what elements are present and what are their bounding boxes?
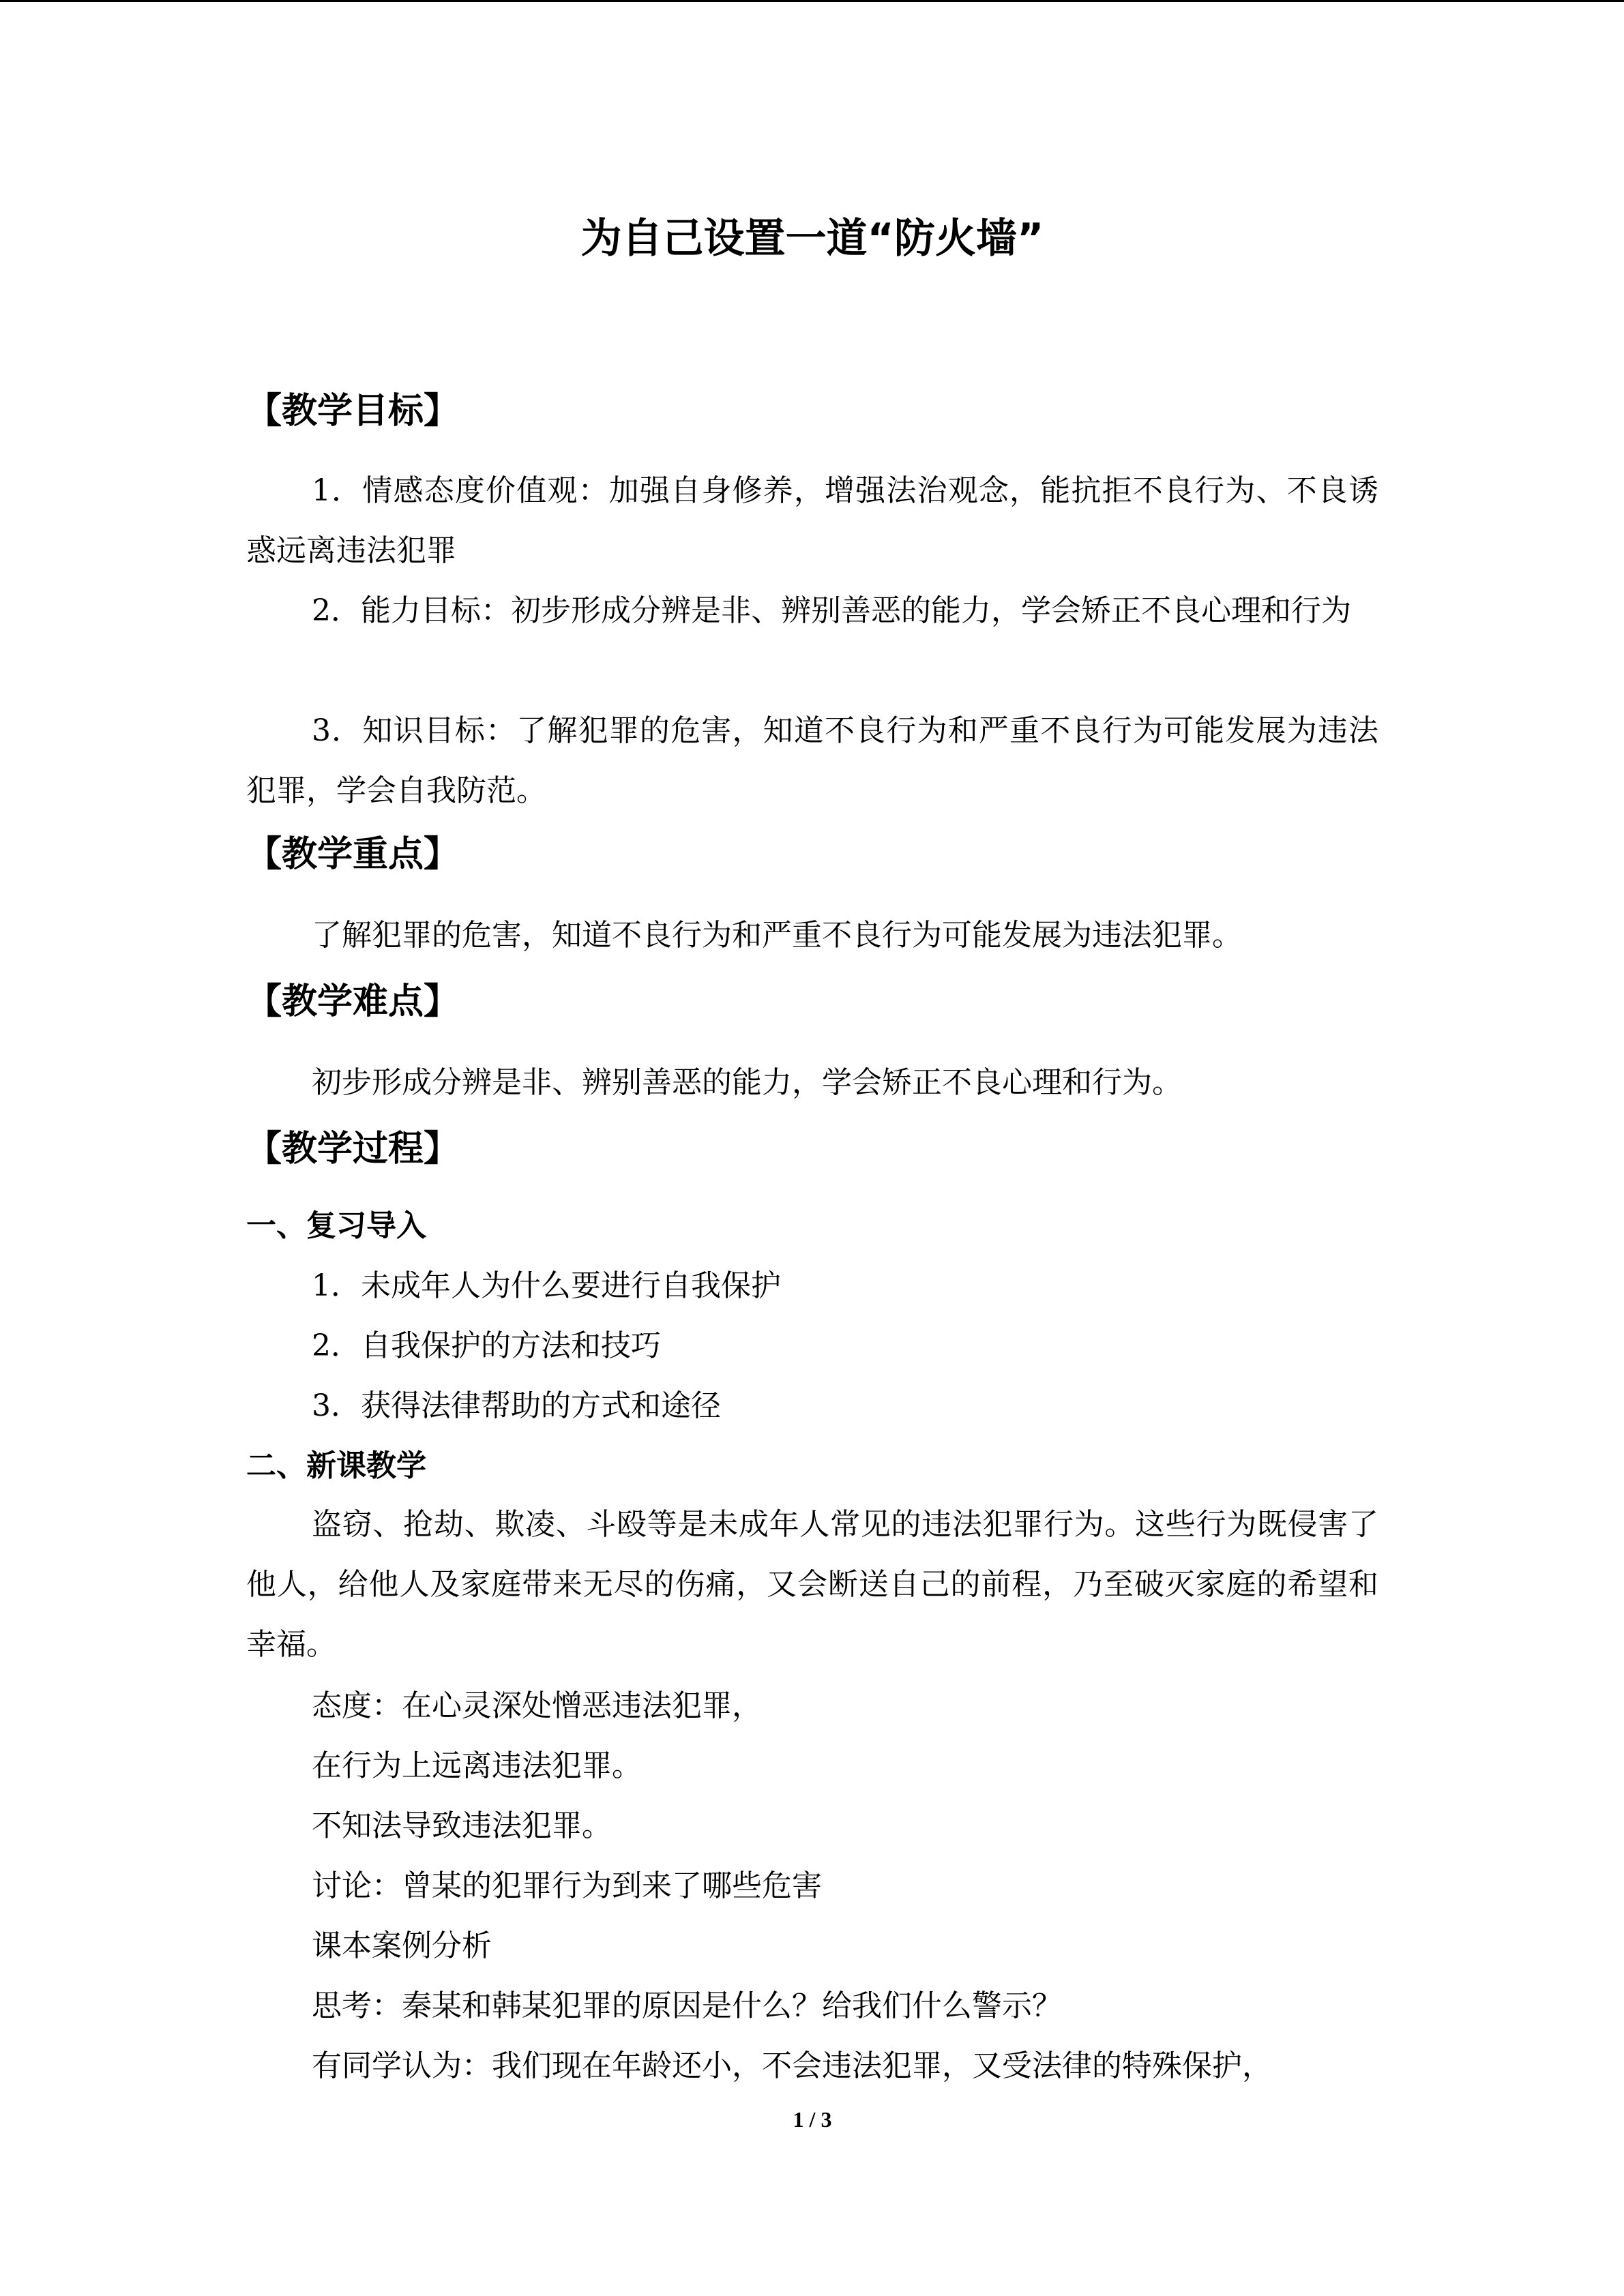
objective-item-2: 2．能力目标：初步形成分辨是非、辨别善恶的能力，学会矫正不良心理和行为 xyxy=(312,593,1351,628)
objective-item-3: 3．知识目标：了解犯罪的危害，知道不良行为和严重不良行为可能发展为违法犯罪，学会自我防范。 xyxy=(246,713,1378,808)
review-item-3: 3．获得法律帮助的方式和途径 xyxy=(312,1388,721,1423)
review-item-1: 1．未成年人为什么要进行自我保护 xyxy=(312,1268,781,1303)
objective-item-1: 1．情感态度价值观：加强自身修养，增强法治观念，能抗拒不良行为、不良诱惑远离违法犯罪 xyxy=(246,473,1378,568)
lesson-line-6: 思考：秦某和韩某犯罪的原因是什么？给我们什么警示？ xyxy=(312,1988,1062,2023)
key-points-text: 了解犯罪的危害，知道不良行为和严重不良行为可能发展为违法犯罪。 xyxy=(312,918,1242,953)
lesson-line-7: 有同学认为：我们现在年龄还小，不会违法犯罪，又受法律的特殊保护， xyxy=(312,2048,1272,2083)
top-border xyxy=(0,0,1624,2)
lesson-line-3: 不知法导致违法犯罪。 xyxy=(312,1808,612,1843)
difficulties-text: 初步形成分辨是非、辨别善恶的能力，学会矫正不良心理和行为。 xyxy=(312,1065,1182,1100)
lesson-line-5: 课本案例分析 xyxy=(312,1928,492,1963)
heading-difficulties: 【教学难点】 xyxy=(246,981,460,1022)
page-number: 1 / 3 xyxy=(793,2107,832,2132)
heading-key-points: 【教学重点】 xyxy=(246,834,460,875)
heading-process: 【教学过程】 xyxy=(246,1129,460,1169)
heading-objectives: 【教学目标】 xyxy=(246,391,460,432)
lesson-line-4: 讨论：曾某的犯罪行为到来了哪些危害 xyxy=(312,1868,822,1903)
document-title: 为自己设置一道“防火墙” xyxy=(580,215,1044,263)
subheading-review: 一、复习导入 xyxy=(246,1208,426,1243)
review-item-2: 2．自我保护的方法和技巧 xyxy=(312,1328,661,1363)
lesson-line-2: 在行为上远离违法犯罪。 xyxy=(312,1748,642,1783)
new-lesson-paragraph: 盗窃、抢劫、欺凌、斗殴等是未成年人常见的违法犯罪行为。这些行为既侵害了他人，给他人及家庭带来无尽的伤痛，又会断送自己的前程，乃至破灭家庭的希望和幸福。 xyxy=(246,1507,1378,1662)
lesson-line-1: 态度：在心灵深处憎恶违法犯罪， xyxy=(312,1688,762,1723)
subheading-new-lesson: 二、新课教学 xyxy=(246,1448,426,1483)
